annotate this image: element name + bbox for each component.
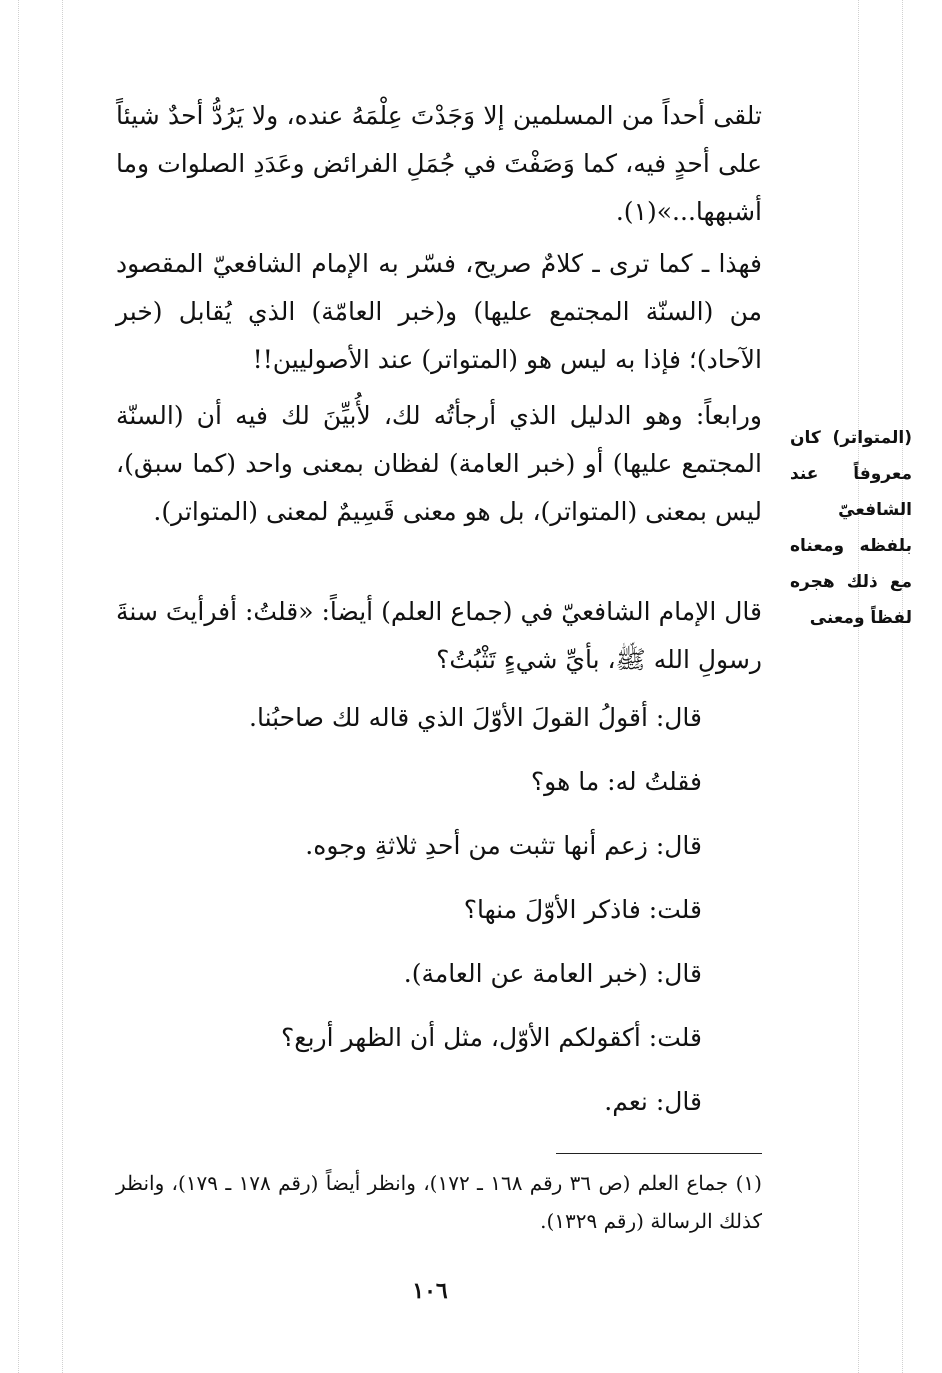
footnote: (١) جماع العلم (ص ٣٦ رقم ١٦٨ ـ ١٧٢)، وانظر أيضاً (رقم ١٧٨ ـ ١٧٩)، وانظر كذلك الرسالة (رقم ١٣٢٩).	[116, 1171, 762, 1233]
dialogue-line: فقلتُ له: ما هو؟	[530, 767, 702, 796]
dialogue-line: قال: نعم.	[604, 1087, 702, 1116]
dialogue-line: قلت: أكقولكم الأوّل، مثل أن الظهر أربع؟	[281, 1023, 702, 1052]
scan-guide-line	[902, 0, 903, 1373]
footnote-divider	[556, 1153, 762, 1154]
paragraph-commentary: فهذا ـ كما ترى ـ كلامٌ صريح، فسّر به الإمام الشافعيّ المقصود من (السنّة المجتمع عليها) و(خبر العامّة) الذي يُقابل (خبر الآحاد)؛ فإذا به ليس هو (المتواتر) عند الأصوليين!!	[116, 249, 762, 374]
dialogue-line: قال: أقولُ القولَ الأوّلَ الذي قاله لك صاحبُنا.	[249, 703, 702, 732]
scan-guide-line	[62, 0, 63, 1373]
paragraph-shafii-quote: قال الإمام الشافعيّ في (جماع العلم) أيضاً: «قلتُ: أفرأيتَ سنةَ رسولِ الله ﷺ، بأيِّ شيءٍ تَثْبُتُ؟	[116, 597, 762, 674]
page-number: ١٠٦	[412, 1278, 448, 1304]
dialogue-line: قال: (خبر العامة عن العامة).	[403, 959, 702, 988]
scan-guide-line	[858, 0, 859, 1373]
scan-guide-line	[18, 0, 19, 1373]
paragraph-fourth-point: ورابعاً: وهو الدليل الذي أرجأتُه لك، لأُبيِّنَ لك فيه أن (السنّة المجتمع عليها) أو (خبر العامة) لفظان بمعنى واحد (كما سبق)، ليس بمعنى (المتواتر)، بل هو معنى قَسِيمٌ لمعنى (المتواتر).	[116, 401, 762, 526]
dialogue-line: قلت: فاذكر الأوّلَ منها؟	[463, 895, 702, 924]
margin-note: (المتواتر) كان معروفاً عند الشافعيّ بلفظه ومعناه مع ذلك هجره لفظاً ومعنى	[790, 428, 912, 628]
dialogue-line: قال: زعم أنها تثبت من أحدِ ثلاثةِ وجوه.	[305, 831, 702, 860]
paragraph-quote-end: تلقى أحداً من المسلمين إلا وَجَدْتَ عِلْمَهُ عنده، ولا يَرُدُّ أحدٌ شيئاً على أحدٍ فيه، كما وَصَفْتَ في جُمَلِ الفرائض وعَدَدِ الصلوات وما أشبهها...»(١).	[116, 101, 762, 226]
